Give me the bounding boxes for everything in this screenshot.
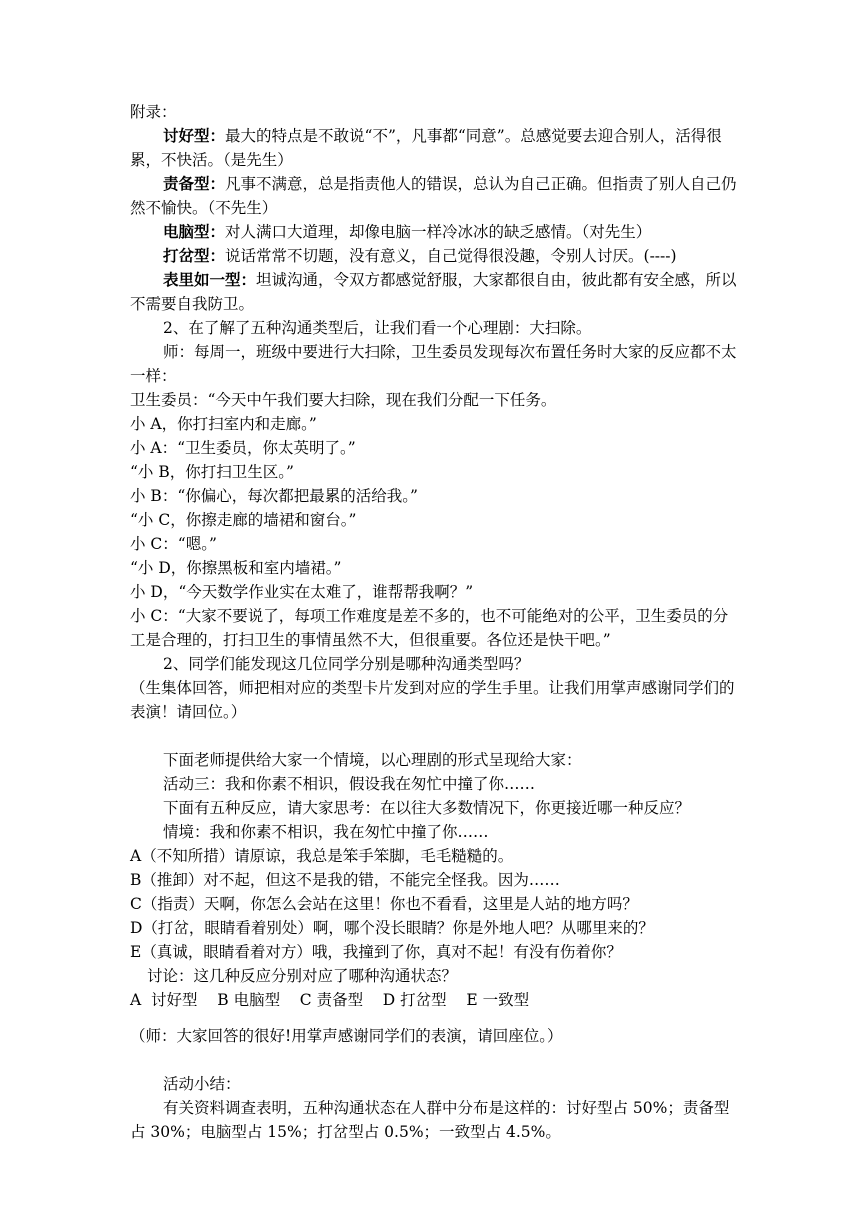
summary-title: 活动小结：: [163, 1075, 241, 1093]
type-text: 凡事不满意，总是指责他人的错误，总认为自己正确。但指责了别人自己仍然不愉快。（不先生）: [130, 175, 737, 217]
type-definition: [130, 172, 742, 220]
dialogue-line: 小 D，“今天数学作业实在太难了，谁帮帮我啊？”: [130, 583, 474, 601]
type-term: 责备型：: [163, 174, 226, 193]
dialogue-line: 小 A，你打扫室内和走廊。”: [130, 415, 317, 433]
section2-question: 2、同学们能发现这几位同学分别是哪种沟通类型吗？: [163, 655, 530, 673]
reaction-option: B（推卸）对不起，但这不是我的错，不能完全怪我。因为……: [130, 871, 560, 889]
activity3-discussion: 讨论：这几种反应分别对应了哪种沟通状态？: [147, 967, 458, 985]
activity3-choices: A 讨好型 B 电脑型 C 责备型 D 打岔型 E 一致型: [130, 991, 530, 1009]
dialogue-line: 卫生委员：“今天中午我们要大扫除，现在我们分配一下任务。: [130, 391, 557, 409]
type-text: 对人满口大道理，却像电脑一样冷冰冰的缺乏感情。（对先生）: [225, 223, 652, 241]
type-definition: [130, 244, 742, 268]
appendix-label: 附录：: [130, 103, 177, 121]
dialogue-line: 小 A：“卫生委员，你太英明了。”: [130, 439, 356, 457]
reaction-option: C（指责）天啊，你怎么会站在这里！你也不看看，这里是人站的地方吗？: [130, 895, 638, 913]
reaction-option: A（不知所措）请原谅，我总是笨手笨脚，毛毛糙糙的。: [130, 847, 514, 865]
type-term: 打岔型：: [163, 246, 226, 265]
reaction-option: E（真诚，眼睛看着对方）哦，我撞到了你，真对不起！有没有伤着你？: [130, 943, 622, 961]
summary-text: 有关资料调查表明，五种沟通状态在人群中分布是这样的：讨好型占 50%；责备型占 30%；电脑型占 15%；打岔型占 0.5%；一致型占 4.5%。: [130, 1099, 730, 1141]
type-definition: [130, 268, 742, 316]
type-text: 最大的特点是不敢说“不”，凡事都“同意”。总感觉要去迎合别人，活得很累，不快活。（是先生）: [130, 127, 722, 169]
type-term: 讨好型：: [163, 126, 226, 145]
type-term: 表里如一型：: [163, 270, 257, 289]
activity3-title: 活动三：我和你素不相识，假设我在匆忙中撞了你……: [163, 775, 536, 793]
section2-answer: （生集体回答，师把相对应的类型卡片发到对应的学生手里。让我们用掌声感谢同学们的表演！请回位。）: [130, 679, 735, 721]
type-term: 电脑型：: [163, 222, 226, 241]
dialogue-line: “小 C，你擦走廊的墙裙和窗台。”: [130, 511, 357, 529]
activity3-scenario: 情境：我和你素不相识，我在匆忙中撞了你……: [163, 823, 489, 841]
section2-intro: 2、在了解了五种沟通类型后，让我们看一个心理剧：大扫除。: [163, 319, 592, 337]
type-text: 说话常常不切题，没有意义，自己觉得很没趣，令别人讨厌。(----): [225, 247, 677, 265]
activity3-intro: 下面老师提供给大家一个情境，以心理剧的形式呈现给大家：: [163, 751, 582, 769]
dialogue-line: “小 B，你打扫卫生区。”: [130, 463, 294, 481]
dialogue-line: 小 B：“你偏心，每次都把最累的活给我。”: [130, 487, 418, 505]
reaction-option: D（打岔，眼睛看着别处）啊，哪个没长眼睛？你是外地人吧？从哪里来的？: [130, 919, 654, 937]
teacher-intro: 师：每周一，班级中要进行大扫除，卫生委员发现每次布置任务时大家的反应都不太一样：: [130, 343, 737, 385]
activity3-closing: （师：大家回答的很好!用掌声感谢同学们的表演，请回座位。）: [130, 1027, 563, 1045]
document-page: [130, 100, 742, 1144]
dialogue-line: 小 C：“嗯。”: [130, 535, 217, 553]
type-text: 坦诚沟通，令双方都感觉舒服，大家都很自由，彼此都有安全感，所以不需要自我防卫。: [130, 271, 737, 313]
type-definition: [130, 220, 742, 244]
type-definition: [130, 124, 742, 172]
dialogue-line: “小 D，你擦黑板和室内墙裙。”: [130, 559, 342, 577]
activity3-prompt: 下面有五种反应，请大家思考：在以往大多数情况下，你更接近哪一种反应？: [163, 799, 691, 817]
dialogue-line: 小 C：“大家不要说了，每项工作难度是差不多的，也不可能绝对的公平，卫生委员的分工是合理的，打扫卫生的事情虽然不大，但很重要。各位还是快干吧。”: [130, 607, 729, 649]
